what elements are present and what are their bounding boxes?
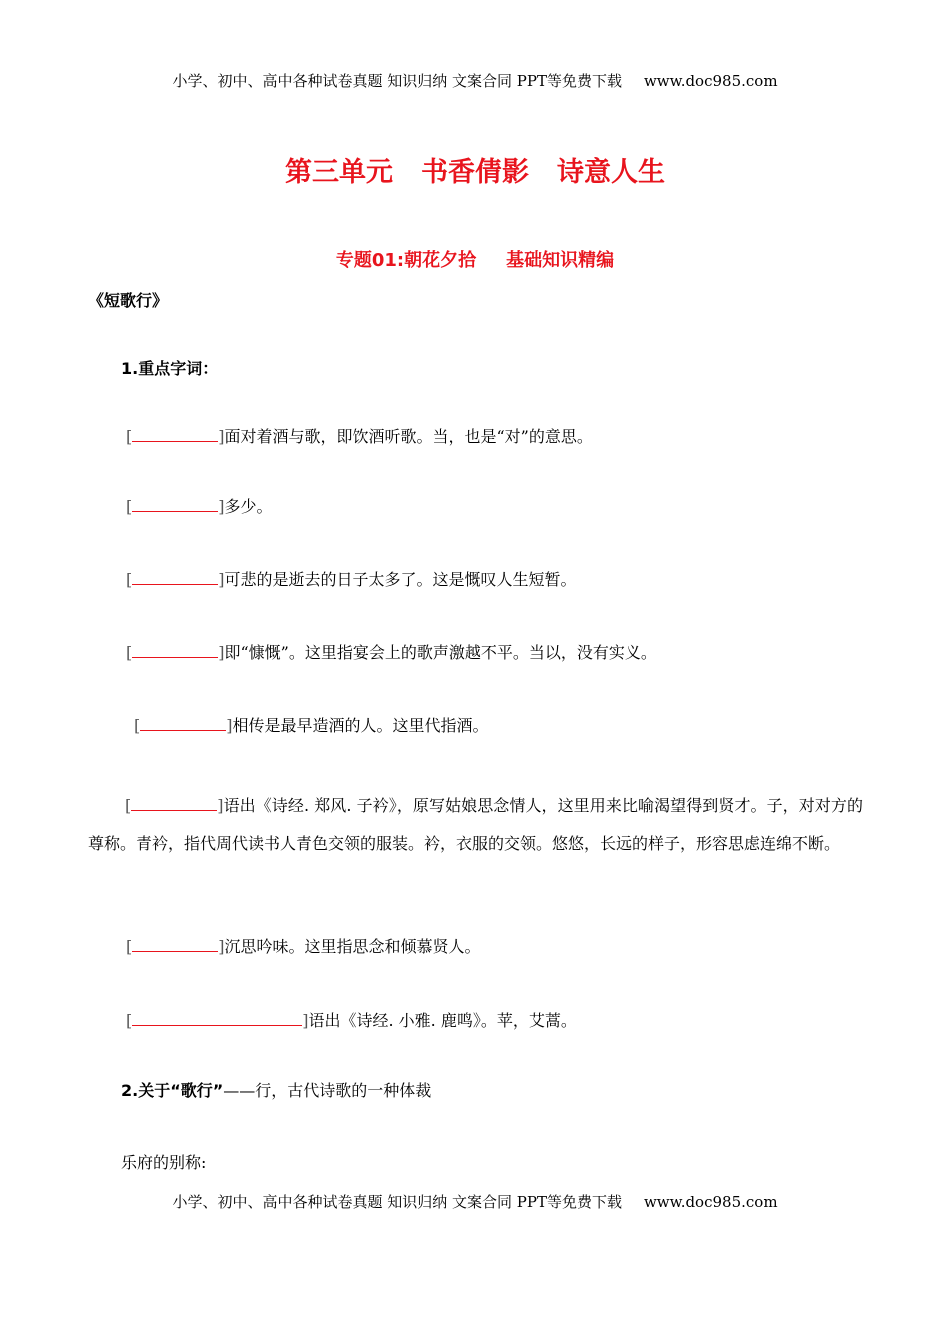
vocab-definition: 即“慷慨”。这里指宴会上的歌声激越不平。当以，没有实义。	[224, 643, 657, 662]
vocab-definition: 面对着酒与歌，即饮酒听歌。当，也是“对”的意思。	[224, 427, 593, 446]
section-gexing-text: ——行，古代诗歌的一种体裁	[223, 1081, 432, 1100]
footer-url[interactable]: www.doc985.com	[643, 1193, 778, 1211]
unit-title-part1: 第三单元	[285, 157, 393, 188]
vocab-entry	[126, 936, 481, 957]
bracket-close: ]	[226, 716, 233, 735]
page-footer	[0, 1191, 950, 1212]
yuefu-alias-line: 乐府的别称:	[121, 1153, 207, 1172]
bracket-open: [	[134, 716, 141, 735]
bracket-open: [	[125, 796, 132, 815]
answer-blank[interactable]	[132, 426, 218, 442]
answer-blank[interactable]	[131, 795, 217, 811]
answer-blank[interactable]	[132, 936, 218, 952]
vocab-entry-long	[88, 787, 863, 863]
bracket-close: ]	[218, 937, 225, 956]
bracket-close: ]	[217, 796, 224, 815]
header-text: 小学、初中、高中各种试卷真题 知识归纳 文案合同 PPT等免费下载	[172, 72, 622, 90]
unit-title	[0, 150, 950, 189]
bracket-open: [	[126, 497, 133, 516]
answer-blank[interactable]	[132, 642, 218, 658]
bracket-open: [	[126, 1011, 133, 1030]
vocab-definition: 语出《诗经. 郑风. 子衿》，原写姑娘思念情人，这里用来比喻渴望得到贤才。子，对对方的尊称。青衿，指代周代读书人青色交领的服装。衿，衣服的交领。悠悠，长远的样子，形容思虑连绵不断。	[88, 796, 863, 853]
topic-title	[0, 246, 950, 272]
answer-blank[interactable]	[132, 496, 218, 512]
topic-title-part2: 基础知识精编	[506, 250, 615, 271]
bracket-close: ]	[302, 1011, 309, 1030]
section-gexing	[121, 1078, 431, 1101]
section-key-words	[121, 356, 218, 379]
vocab-entry	[126, 642, 657, 663]
vocab-entry	[126, 496, 273, 517]
unit-title-part2: 书香倩影	[421, 157, 529, 188]
bracket-open: [	[126, 427, 133, 446]
vocab-definition: 相传是最早造酒的人。这里代指酒。	[232, 716, 489, 735]
vocab-definition: 可悲的是逝去的日子太多了。这是慨叹人生短暂。	[224, 570, 577, 589]
topic-title-part1: 专题01:朝花夕拾	[335, 250, 477, 271]
bracket-close: ]	[218, 497, 225, 516]
bracket-open: [	[126, 643, 133, 662]
vocab-definition: 语出《诗经. 小雅. 鹿鸣》。苹，艾蒿。	[308, 1011, 577, 1030]
bracket-close: ]	[218, 427, 225, 446]
bracket-close: ]	[218, 643, 225, 662]
answer-blank[interactable]	[140, 715, 226, 731]
page-header	[0, 70, 950, 91]
header-url[interactable]: www.doc985.com	[643, 72, 778, 90]
footer-text: 小学、初中、高中各种试卷真题 知识归纳 文案合同 PPT等免费下载	[172, 1193, 622, 1211]
section-gexing-label: 2.关于“歌行”	[121, 1081, 224, 1100]
answer-blank[interactable]	[132, 569, 218, 585]
poem-title: 《短歌行》	[88, 291, 169, 310]
vocab-definition: 沉思吟味。这里指思念和倾慕贤人。	[224, 937, 481, 956]
vocab-entry	[134, 715, 489, 736]
unit-title-part3: 诗意人生	[557, 157, 665, 188]
section-key-words-label: 1.重点字词：	[121, 359, 219, 378]
bracket-open: [	[126, 570, 133, 589]
vocab-entry	[126, 426, 593, 447]
answer-blank[interactable]	[132, 1010, 302, 1026]
bracket-close: ]	[218, 570, 225, 589]
vocab-entry	[126, 1010, 577, 1031]
vocab-entry	[126, 569, 577, 590]
vocab-definition: 多少。	[224, 497, 273, 516]
bracket-open: [	[126, 937, 133, 956]
